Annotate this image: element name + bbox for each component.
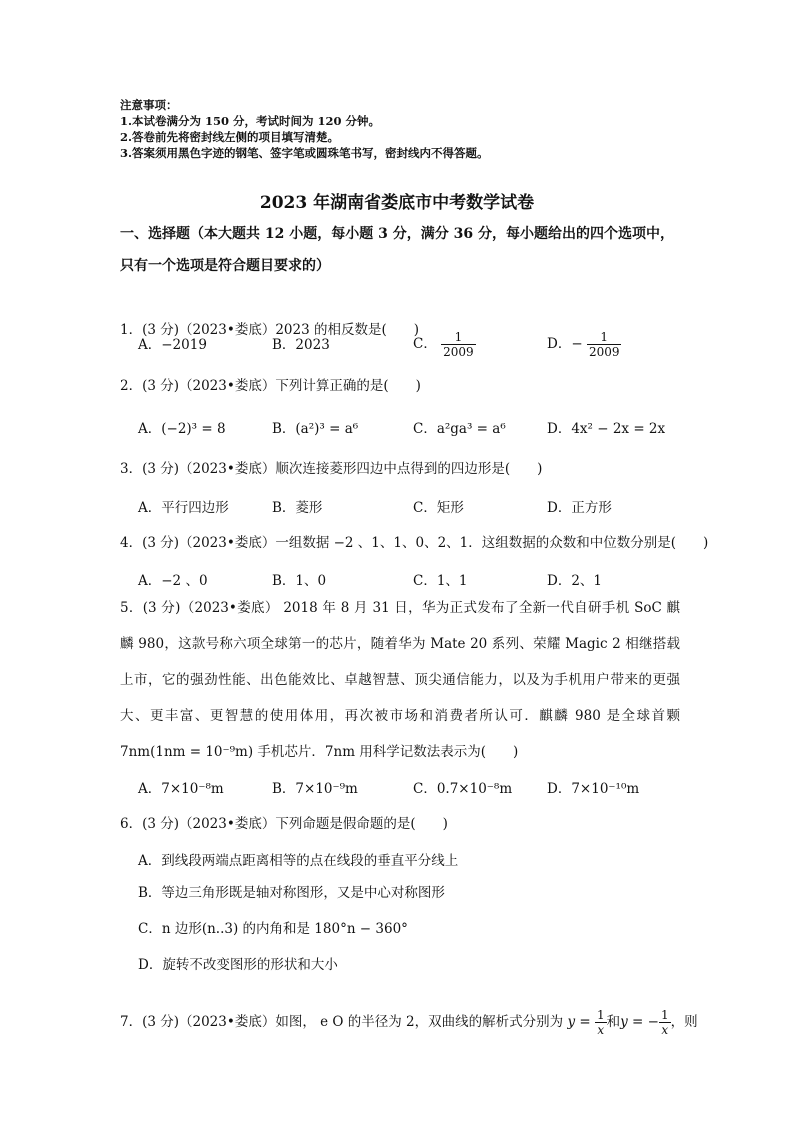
q4-option-b: B．1、0 — [272, 573, 327, 589]
q2-option-b: B．(a²)³ = a⁶ — [272, 421, 359, 437]
notes-item-2: 2.答卷前先将密封线左侧的项目填写清楚。 — [120, 130, 340, 144]
question-2-options — [138, 417, 678, 441]
question-1-options — [138, 330, 678, 359]
q1-option-d-numerator: 1 — [587, 330, 622, 345]
q1-option-d-denominator: 2009 — [588, 345, 620, 359]
q3-option-a: A．平行四边形 — [138, 500, 229, 516]
q7-and: 和 — [606, 1014, 621, 1030]
q6-option-d: D．旋转不改变图形的形状和大小 — [138, 957, 338, 973]
question-3-options — [138, 496, 678, 520]
q1-option-b: B．2023 — [272, 337, 330, 353]
q6-option-c: C．n 边形(n..3) 的内角和是 180°n − 360° — [138, 921, 408, 937]
q3-option-c: C．矩形 — [413, 500, 464, 516]
q6-option-b: B．等边三角形既是轴对称图形，又是中心对称图形 — [138, 885, 445, 901]
q1-option-d — [547, 330, 621, 359]
q7-formula-1-numerator: 1 — [596, 1008, 605, 1022]
exam-title: 2023 年湖南省娄底市中考数学试卷 — [259, 193, 535, 213]
q1-option-a: A．−2019 — [138, 337, 207, 353]
q5-option-a: A．7×10⁻⁸m — [138, 781, 224, 797]
q4-option-a: A．−2 、0 — [138, 573, 208, 589]
q7-tail: ，则 — [670, 1014, 698, 1030]
q7-formula-2-denominator: x — [661, 1023, 669, 1037]
question-5: 5．(3 分)（2023•娄底） 2018 年 8 月 31 日，华为正式发布了全新一代自研手机 SoC 麒麟 980，这款号称六项全球第一的芯片，随着华为 Mate 20 系列、荣耀 Magic 2 相继搭载上市，它的强劲性能、出色能效比、卓越智慧、顶尖通信能力，以及为手机用户带来的更强大、更丰富、更智慧的使用体用，再次被市场和消费者所认可．麒麟 980 是全球首颗 7nm(1nm = 10⁻⁹m) 手机芯片．7nm 用科学记数法表示为( ) — [120, 600, 680, 760]
q1-option-d-fraction — [587, 330, 622, 359]
q7-formula-1-denominator: x — [597, 1023, 605, 1037]
q1-option-d-label: D．− — [547, 336, 583, 352]
notes-heading: 注意事项： — [120, 98, 178, 112]
q3-option-b: B．菱形 — [272, 500, 323, 516]
q3-option-d: D．正方形 — [547, 500, 612, 516]
q7-formula-1-lhs: y = — [567, 1014, 595, 1030]
q7-formula-2-fraction — [659, 1008, 671, 1037]
q5-option-d: D．7×10⁻¹⁰m — [547, 781, 640, 797]
q4-option-d: D．2、1 — [547, 573, 603, 589]
q6-option-a: A．到线段两端点距离相等的点在线段的垂直平分线上 — [138, 853, 459, 869]
q7-formula-2-lhs: y = − — [620, 1014, 659, 1030]
notes-item-3: 3.答案须用黑色字迹的钢笔、签字笔或圆珠笔书写，密封线内不得答题。 — [120, 146, 489, 160]
q2-option-a: A．(−2)³ = 8 — [138, 421, 226, 437]
question-5-options — [138, 777, 678, 801]
question-6: 6．(3 分)（2023•娄底）下列命题是假命题的是( ) — [120, 816, 448, 832]
q2-option-c: C．a²ga³ = a⁶ — [413, 421, 506, 437]
q1-option-c-numerator: 1 — [441, 330, 476, 345]
question-4: 4．(3 分)（2023•娄底）一组数据 −2 、1、1、0、2、1．这组数据的众数和中位数分别是( ) — [120, 535, 709, 551]
q2-option-d: D．4x² − 2x = 2x — [547, 421, 666, 437]
q1-option-c-label: C． — [413, 336, 437, 352]
question-7 — [120, 1008, 698, 1037]
q1-option-c-denominator: 2009 — [443, 345, 474, 359]
q4-option-c: C．1、1 — [413, 573, 468, 589]
notes-item-1: 1.本试卷满分为 150 分，考试时间为 120 分钟。 — [120, 114, 381, 128]
notes-block — [120, 97, 489, 161]
question-3: 3．(3 分)（2023•娄底）顺次连接菱形四边中点得到的四边形是( ) — [120, 461, 543, 477]
q5-option-c: C．0.7×10⁻⁸m — [413, 781, 513, 797]
q7-formula-2-numerator: 1 — [660, 1008, 669, 1022]
question-2: 2．(3 分)（2023•娄底）下列计算正确的是( ) — [120, 378, 421, 394]
q1-option-c-fraction — [441, 330, 476, 359]
q7-stem: 7．(3 分)（2023•娄底）如图， e O 的半径为 2，双曲线的解析式分别为 — [120, 1014, 564, 1030]
q7-formula-1-fraction — [595, 1008, 607, 1037]
question-1: 1．(3 分)（2023•娄底）2023 的相反数是( ) — [120, 322, 420, 338]
q1-option-c — [413, 330, 476, 359]
section-heading: 一、选择题（本大题共 12 小题，每小题 3 分，满分 36 分，每小题给出的四个选项中，只有一个选项是符合题目要求的） — [120, 226, 674, 274]
q5-option-b: B．7×10⁻⁹m — [272, 781, 358, 797]
